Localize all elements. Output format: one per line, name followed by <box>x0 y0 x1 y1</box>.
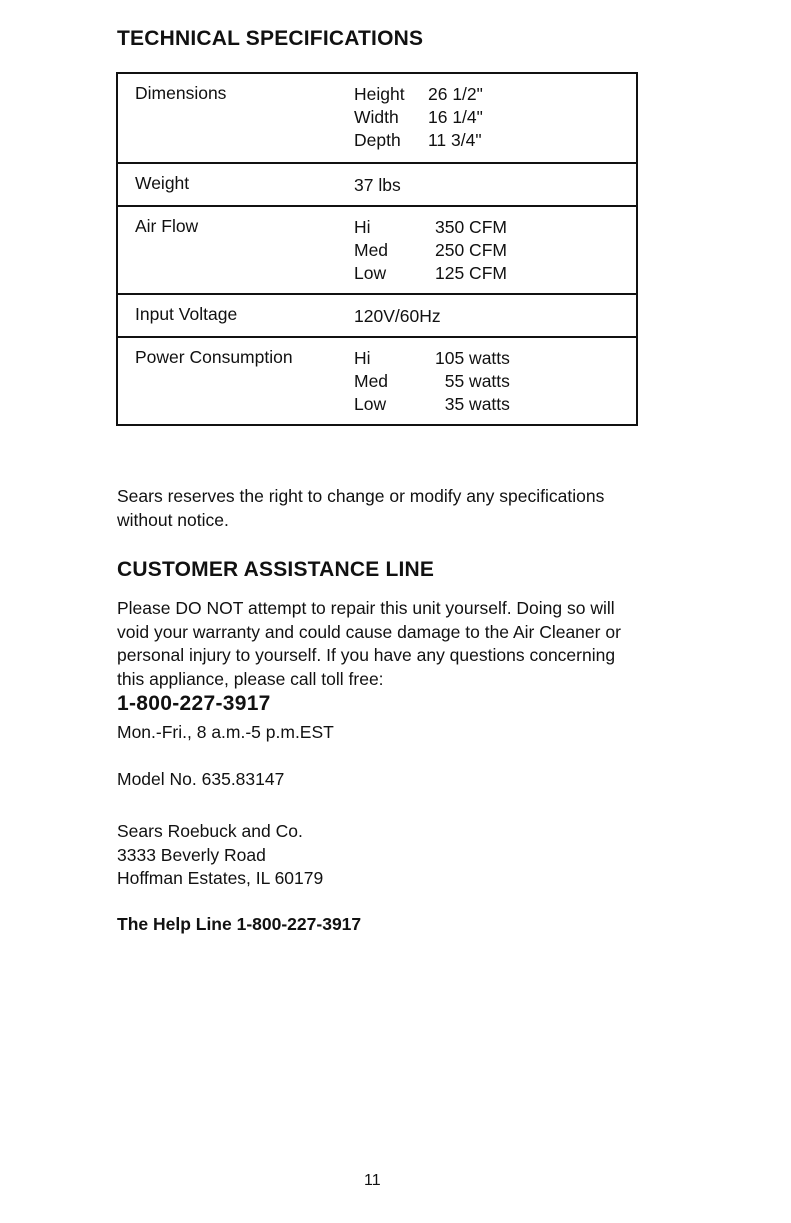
spec-values-air-flow <box>354 206 637 294</box>
dim-depth-key: Depth <box>354 130 401 150</box>
spec-values-dimensions <box>354 73 637 163</box>
tech-specs-title: TECHNICAL SPECIFICATIONS <box>117 27 424 50</box>
spec-label-power: Power Consumption <box>135 347 293 367</box>
power-hi-value: 105 watts <box>435 348 510 368</box>
spec-values-power <box>354 337 637 425</box>
spec-table <box>116 72 638 426</box>
power-med-key: Med <box>354 371 389 391</box>
address-street: 3333 Beverly Road <box>117 844 266 865</box>
spec-label-input-voltage: Input Voltage <box>135 304 238 324</box>
page-number: 11 <box>364 1172 381 1189</box>
customer-assistance-title: CUSTOMER ASSISTANCE LINE <box>117 558 435 581</box>
phone-number: 1-800-227-3917 <box>117 692 271 715</box>
airflow-med-key: Med <box>354 240 389 260</box>
dim-height-key: Height <box>354 84 405 104</box>
dim-width-value: 16 1/4" <box>428 107 483 127</box>
dim-height-value: 26 1/2" <box>428 84 483 104</box>
spec-label-dimensions: Dimensions <box>135 83 227 103</box>
help-line: The Help Line 1-800-227-3917 <box>117 914 362 934</box>
table-row <box>117 163 637 206</box>
model-number: Model No. 635.83147 <box>117 769 285 789</box>
spec-values-weight <box>354 163 637 206</box>
airflow-low-value: 125 CFM <box>435 263 507 283</box>
table-row <box>117 337 637 425</box>
table-row <box>117 294 637 337</box>
airflow-hi-key: Hi <box>354 217 371 237</box>
power-low-key: Low <box>354 394 387 414</box>
dim-depth-value: 11 3/4" <box>428 130 482 150</box>
address-block <box>117 820 323 891</box>
table-row <box>117 73 637 163</box>
input-voltage-value: 120V/60Hz <box>354 306 441 326</box>
spec-values-input-voltage <box>354 294 637 337</box>
table-row <box>117 206 637 294</box>
dim-width-key: Width <box>354 107 399 127</box>
power-low-value: 35 watts <box>435 394 510 414</box>
spec-label-air-flow: Air Flow <box>135 216 199 236</box>
airflow-low-key: Low <box>354 263 387 283</box>
power-med-value: 55 watts <box>435 371 510 391</box>
airflow-hi-value: 350 CFM <box>435 217 507 237</box>
address-company: Sears Roebuck and Co. <box>117 821 303 841</box>
disclaimer-text: Sears reserves the right to change or modify any specifications without notice. <box>117 486 605 530</box>
service-hours: Mon.-Fri., 8 a.m.-5 p.m.EST <box>117 722 334 742</box>
weight-value: 37 lbs <box>354 175 401 195</box>
repair-warning-text: Please DO NOT attempt to repair this unit yourself. Doing so will void your warranty and could cause damage to the Air Cleaner or personal injury to yourself. If you have any questions concerning this appliance, please call toll free: <box>117 598 621 689</box>
power-hi-key: Hi <box>354 348 371 368</box>
address-city: Hoffman Estates, IL 60179 <box>117 868 324 888</box>
airflow-med-value: 250 CFM <box>435 240 507 260</box>
spec-label-weight: Weight <box>135 173 190 193</box>
